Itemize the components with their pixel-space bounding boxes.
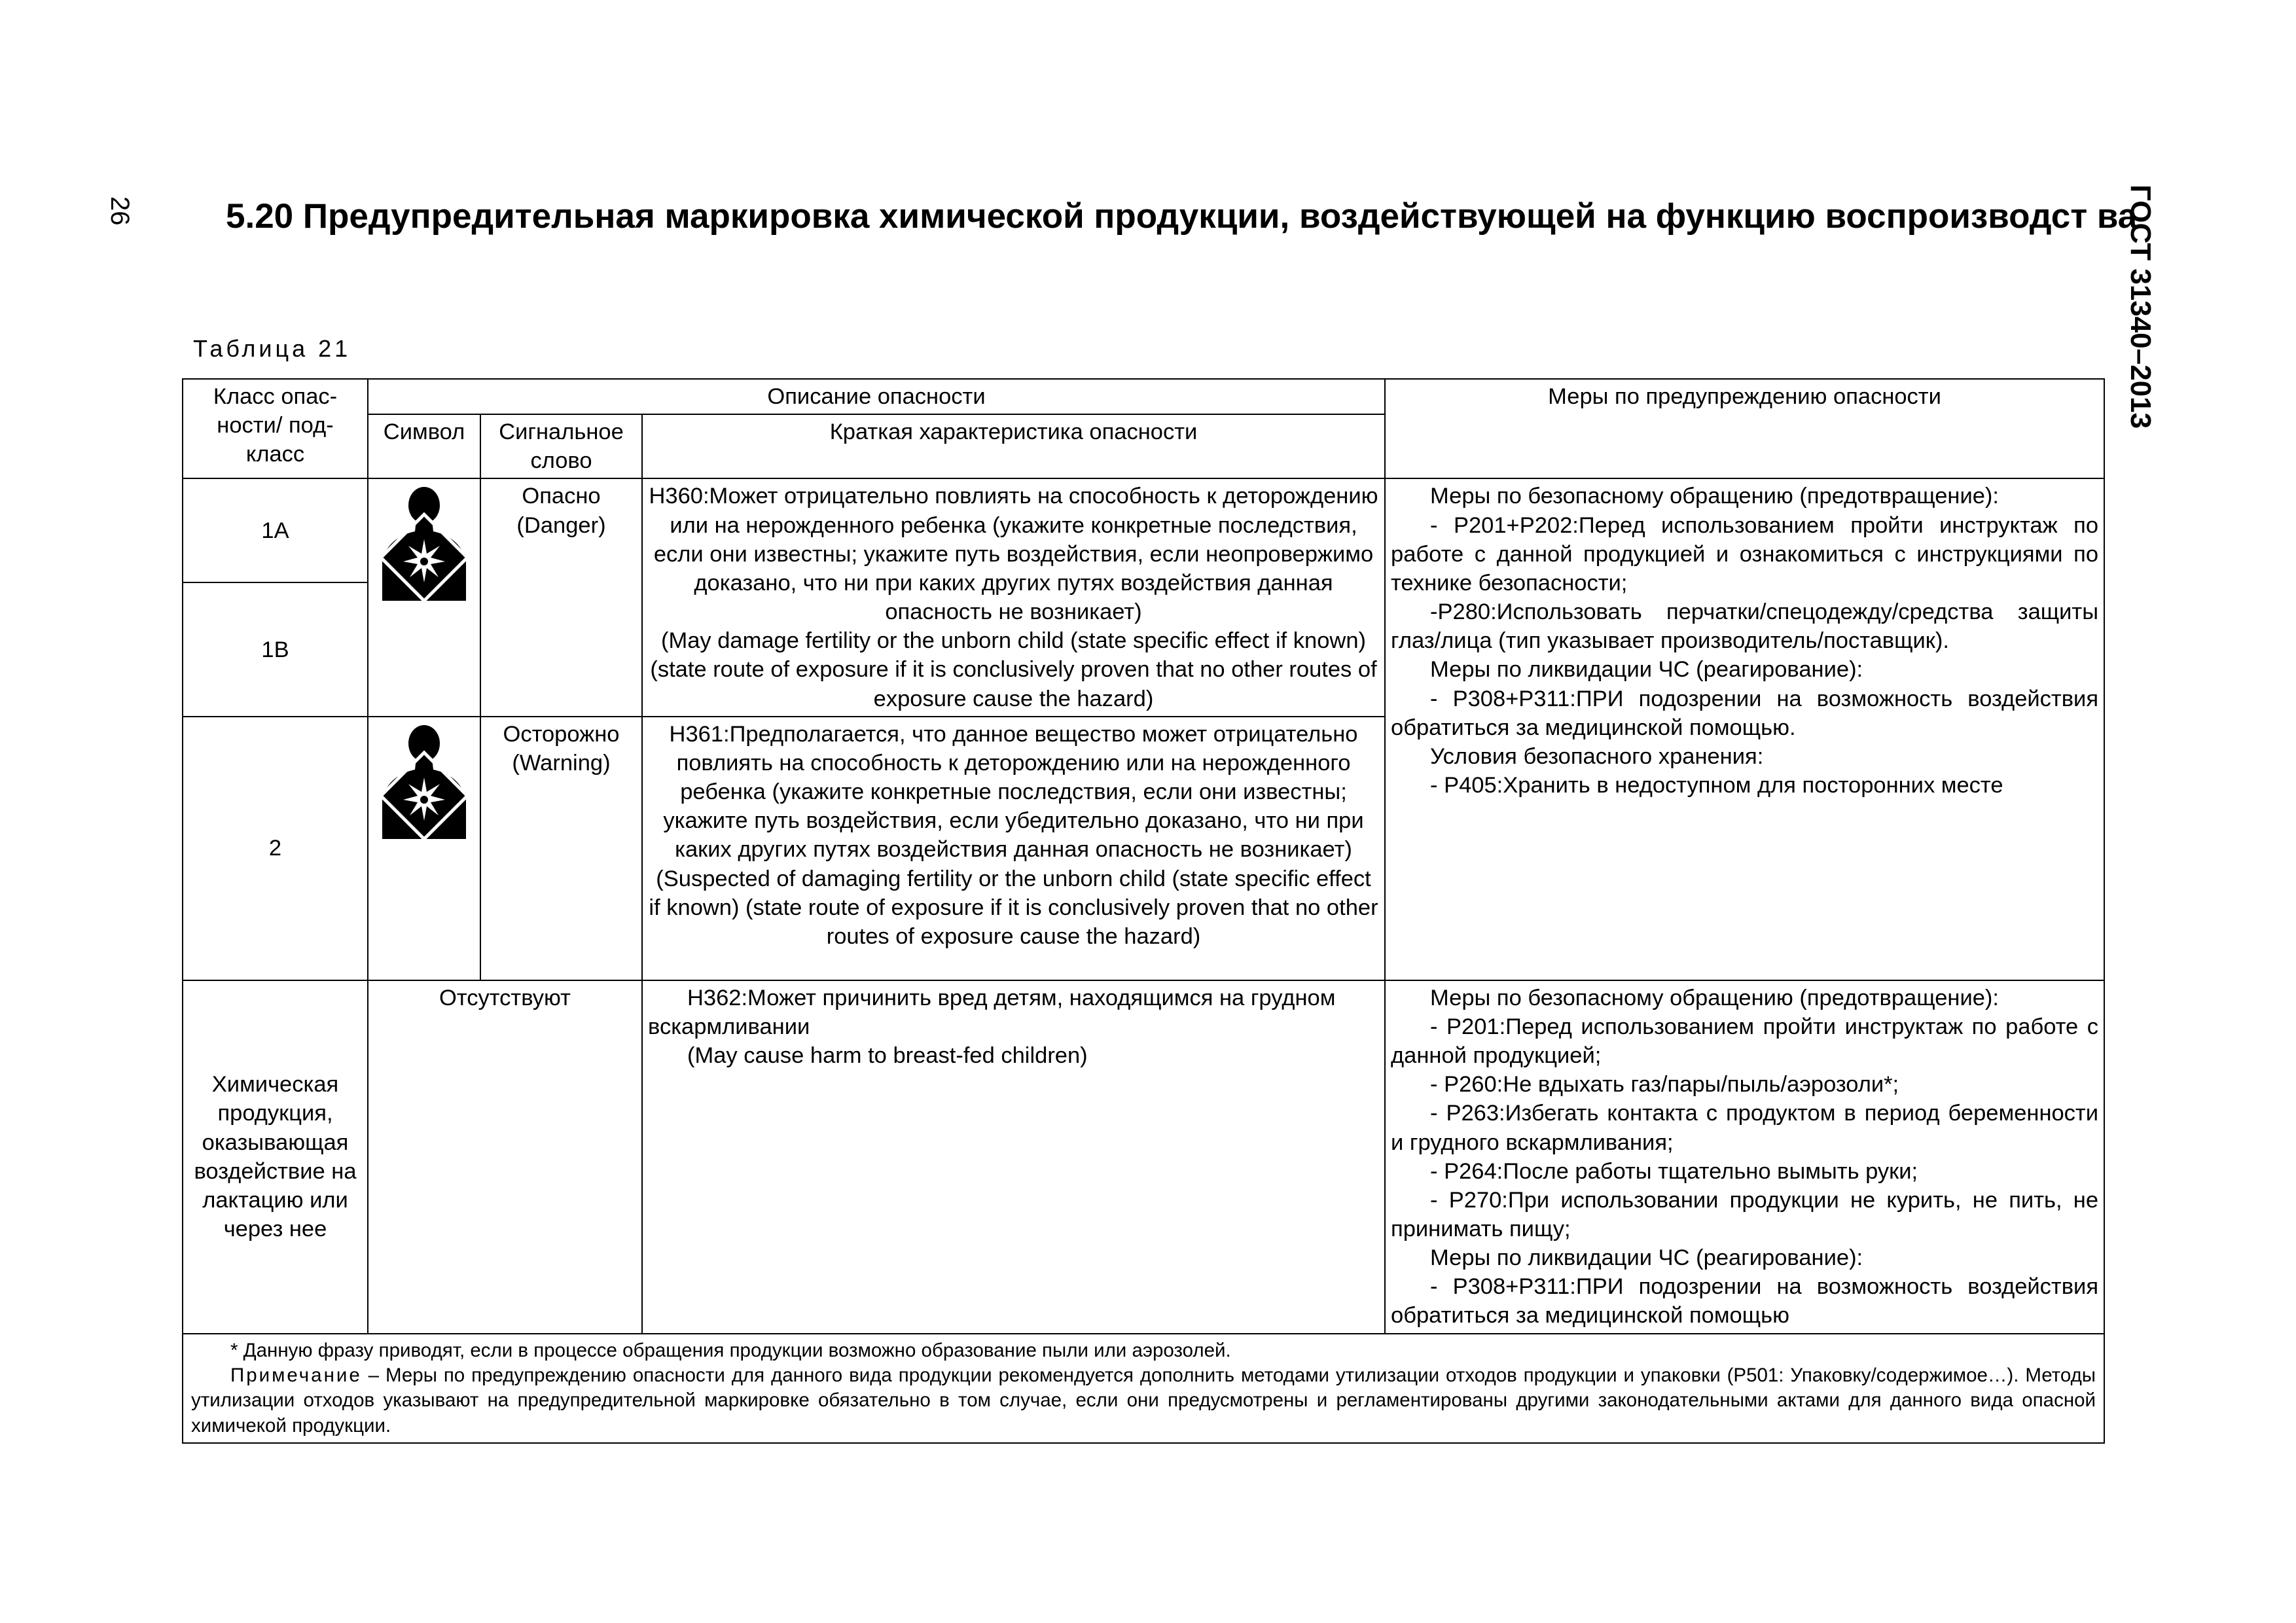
h362-en: (May cause harm to breast-fed children) xyxy=(687,1043,1088,1069)
measure-line: - P308+P311:ПРИ подозрении на возможность воздействия обратиться за медицинской помощью. xyxy=(1391,686,2099,740)
h361-ru: H361:Предполагается, что данное вещество может отрицательно повлиять на способность к деторождению или на нерожденного ребенка (укажите конкретные последствия, если они известны; укажите путь воздействия, если убедительно доказано, что ни при каких других путях воздействия данная опасность не возникает) xyxy=(663,721,1364,863)
header-class: Класс опас-ности/ под-класс xyxy=(183,379,368,478)
h360-en: (May damage fertility or the unborn child (state specific effect if known) (state route of exposure if it is conclusively proven that no other routes of exposure cause the hazard) xyxy=(650,628,1377,711)
hazard-statement-h362 xyxy=(642,980,1385,1334)
measure-line: - P201+P202:Перед использованием пройти инструктаж по работе с данной продукцией и ознакомиться с инструкциями по технике безопасности; xyxy=(1391,512,2099,596)
class-lactation: Химическая продукция, оказывающая воздействие на лактацию или через нее xyxy=(183,980,368,1334)
header-signal-word: Сигнальное слово xyxy=(480,414,642,478)
measure-line: - P260:Не вдыхать газ/пары/пыль/аэрозоли*; xyxy=(1430,1072,1899,1097)
table-label: Таблица 21 xyxy=(193,335,351,362)
h362-ru: H362:Может причинить вред детям, находящимся на грудном вскармливании xyxy=(648,985,1336,1039)
section-heading: 5.20 Предупредительная маркировка химической продукции, воздействующей на функцию воспроизводст ва xyxy=(226,197,2138,236)
hazard-table xyxy=(182,378,2105,1444)
symbol-cell xyxy=(368,717,480,980)
measure-line: Условия безопасного хранения: xyxy=(1430,743,1764,769)
note-text: – Меры по предупреждению опасности для данного вида продукции рекомендуется дополнить методами утилизации отходов продукции и упаковки (P501: Упаковку/содержимое…). Методы утилизации отходов указывают на предупредительной маркировке обязательно в том случае, если они предусмотрены и регламентированы другими законодательными актами для данного вида опасной химичекой продукции. xyxy=(191,1364,2096,1436)
header-symbol: Символ xyxy=(368,414,480,478)
measure-line: - P263:Избегать контакта с продуктом в период беременности и грудного вскармливания; xyxy=(1391,1101,2099,1155)
h360-ru: H360:Может отрицательно повлиять на способность к деторождению или на нерожденного ребенка (укажите конкретные последствия, если они известны; укажите путь воздействия, если неопровержимо доказано, что ни при каких других путях воздействия данная опасность не возникает) xyxy=(649,484,1378,625)
measure-line: -P280:Использовать перчатки/спецодежду/средства защиты глаз/лица (тип указывает производитель/поставщик). xyxy=(1391,599,2099,654)
health-hazard-icon xyxy=(380,724,469,839)
class-1b: 1B xyxy=(183,582,368,716)
table-notes xyxy=(183,1334,2104,1443)
signal-word-warning: Осторожно (Warning) xyxy=(480,717,642,980)
measure-line: - P405:Хранить в недоступном для посторонних месте xyxy=(1430,773,2003,798)
footnote: * Данную фразу приводят, если в процессе обращения продукции возможно образование пыли или аэрозолей. xyxy=(230,1339,1231,1361)
measure-line: Меры по безопасному обращению (предотвращение): xyxy=(1430,484,1999,509)
measure-line: Меры по ликвидации ЧС (реагирование): xyxy=(1430,1245,1863,1271)
signal-word-danger: Опасно (Danger) xyxy=(480,478,642,716)
measure-line: - P308+P311:ПРИ подозрении на возможность воздействия обратиться за медицинской помощью xyxy=(1391,1274,2099,1329)
class-2: 2 xyxy=(183,717,368,980)
measure-line: Меры по безопасному обращению (предотвращение): xyxy=(1430,985,1999,1010)
precautionary-measures-2 xyxy=(1385,980,2104,1334)
symbol-cell xyxy=(368,478,480,716)
measure-line: Меры по ликвидации ЧС (реагирование): xyxy=(1430,657,1863,683)
health-hazard-icon xyxy=(380,486,469,601)
header-description: Описание опасности xyxy=(368,379,1385,414)
hazard-statement-h361 xyxy=(642,717,1385,980)
note-label: Примечание xyxy=(230,1364,362,1386)
header-characteristic: Краткая характеристика опасности xyxy=(642,414,1385,478)
page-number: 26 xyxy=(105,196,134,226)
symbol-absent: Отсутствуют xyxy=(368,980,642,1334)
header-measures: Меры по предупреждению опасности xyxy=(1385,379,2104,478)
hazard-statement-h360 xyxy=(642,478,1385,716)
measure-line: - P264:После работы тщательно вымыть руки; xyxy=(1430,1158,1918,1184)
note xyxy=(191,1363,2096,1438)
measure-line: - P270:При использовании продукции не курить, не пить, не принимать пищу; xyxy=(1391,1187,2099,1241)
measure-line: - P201:Перед использованием пройти инструктаж по работе с данной продукцией; xyxy=(1391,1014,2099,1069)
precautionary-measures-1 xyxy=(1385,478,2104,980)
standard-designation: ГОСТ 31340–2013 xyxy=(2125,185,2157,429)
h361-en: (Suspected of damaging fertility or the unborn child (state specific effect if known) (state route of exposure if it is conclusively proven that no other routes of exposure cause the hazard) xyxy=(649,866,1378,949)
class-1a: 1A xyxy=(183,478,368,582)
